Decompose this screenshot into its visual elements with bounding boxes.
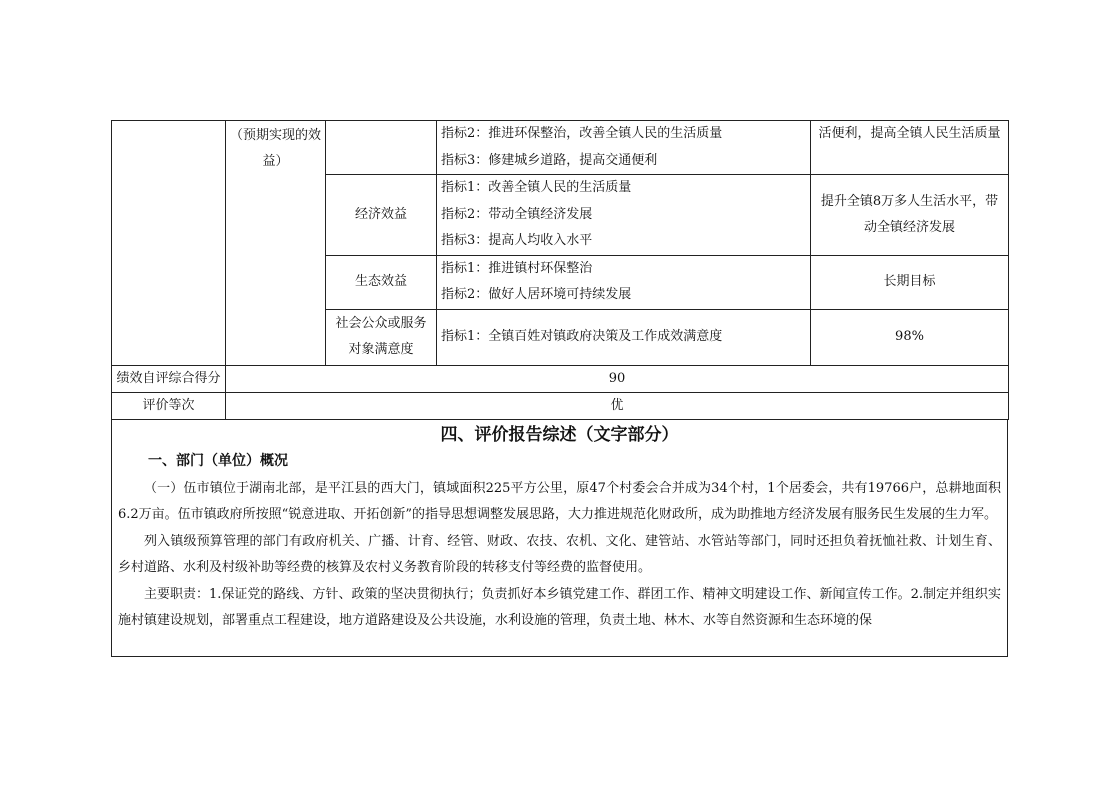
satisfaction-target: 98% [811, 309, 1009, 365]
indicator-line: 指标2：带动全镇经济发展 [441, 206, 593, 222]
indicator-line: 指标3：提高人均收入水平 [441, 233, 593, 248]
expected-benefit-label: （预期实现的效益） [226, 121, 326, 366]
indicator-line: 指标1：推进镇村环保整治 [441, 260, 593, 276]
economic-target: 提升全镇8万多人生活水平，带动全镇经济发展 [811, 175, 1009, 256]
score-label: 绩效自评综合得分 [112, 365, 226, 392]
indicator-line: 指标1：改善全镇人民的生活质量 [441, 180, 632, 195]
satisfaction-indicators [437, 309, 811, 365]
indicator-line: 指标1：全镇百姓对镇政府决策及工作成效满意度 [441, 328, 723, 344]
section-heading: 四、评价报告综述（文字部分） [440, 424, 679, 445]
ecological-benefit-label: 生态效益 [326, 255, 437, 309]
row-score [112, 365, 1009, 392]
document-page [111, 120, 1008, 657]
paragraph: 主要职责：1.保证党的路线、方针、政策的坚决贯彻执行；负责抓好本乡镇党建工作、群团工作、精神文明建设工作、新闻宣传工作。2.制定并组织实施村镇建设规划，部署重点工程建设，地方道路建设及公共设施，水利设施的管理，负责土地、林木、水等自然资源和生态环境的保 [118, 586, 1001, 628]
indicator-line: 指标2：做好人居环境可持续发展 [441, 287, 632, 302]
paragraph: 列入镇级预算管理的部门有政府机关、广播、计育、经管、财政、农技、农机、文化、建管站、水管站等部门，同时还担负着抚恤社救、计划生育、乡村道路、水利及村级补助等经费的核算及农村义务教育阶段的转移支付等经费的监督使用。 [118, 533, 1001, 575]
section-subheading: 一、部门（单位）概况 [148, 452, 288, 469]
social-benefit-label [326, 121, 437, 175]
row-grade [112, 392, 1009, 419]
social-target: 活便利，提高全镇人民生活质量 [811, 121, 1009, 175]
economic-benefit-label: 经济效益 [326, 175, 437, 256]
blank-cell [112, 121, 226, 366]
grade-value: 优 [226, 392, 1009, 419]
paragraph: （一）伍市镇位于湖南北部，是平江县的西大门，镇域面积225平方公里，原47个村委会合并成为34个村，1个居委会，共有19766户，总耕地面积6.2万亩。伍市镇政府所按照“锐意进取、开拓创新”的指导思想调整发展思路，大力推进规范化财政所，成为助推地方经济发展有服务民生发展的生力军。 [118, 480, 1001, 522]
score-value: 90 [226, 365, 1009, 392]
grade-label: 评价等次 [112, 392, 226, 419]
ecological-indicators [437, 255, 811, 309]
economic-indicators [437, 175, 811, 256]
satisfaction-label: 社会公众或服务对象满意度 [326, 309, 437, 365]
summary-section [111, 420, 1008, 657]
performance-table [111, 120, 1009, 420]
row-social-benefit [112, 121, 1009, 175]
social-indicators [437, 121, 811, 175]
indicator-line: 指标3：修建城乡道路，提高交通便利 [441, 152, 658, 168]
indicator-line: 指标2：推进环保整治，改善全镇人民的生活质量 [441, 126, 723, 141]
ecological-target: 长期目标 [811, 255, 1009, 309]
